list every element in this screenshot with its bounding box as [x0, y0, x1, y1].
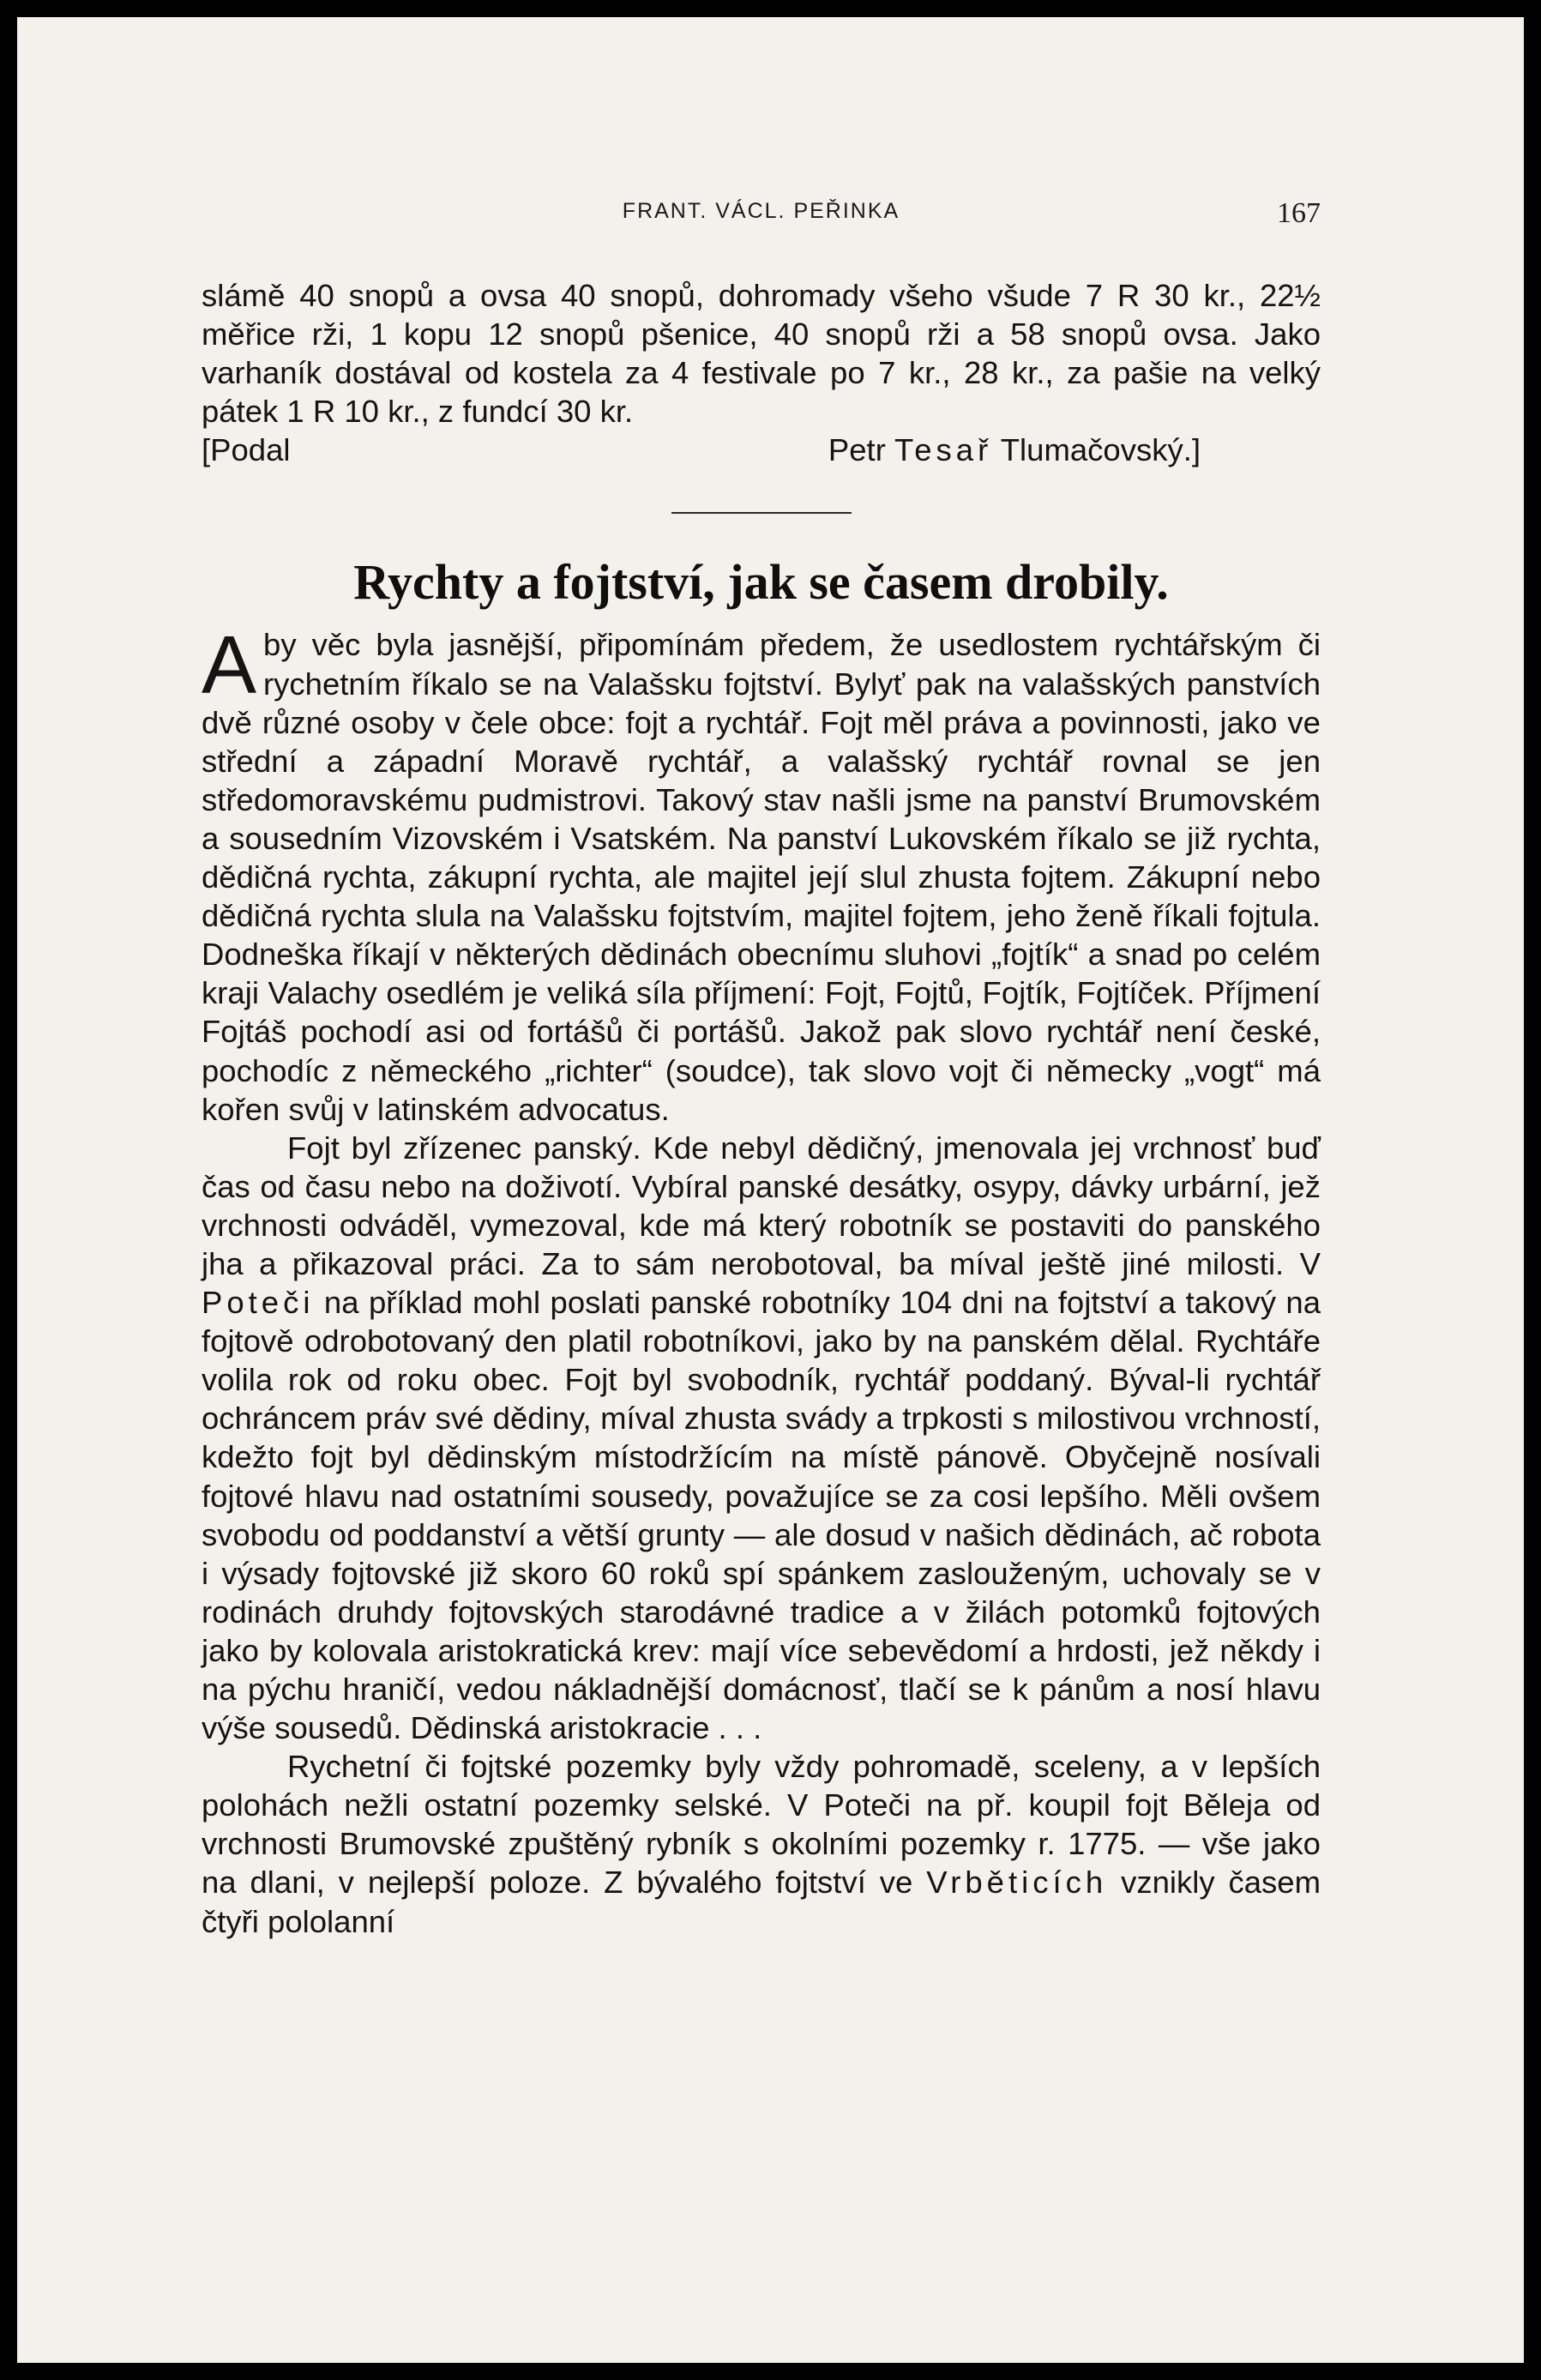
paragraph-3-text-a: Rychetní či fojtské pozemky byly vždy pohromadě, sceleny, a v lepších polohách nežli ostatní pozemky selské. V Poteči na př. koupil fojt Běleja od vrchnosti Brumovské zpuštěný rybník s okolními pozemky r. 1775. — vše jako na dlani, v nejlepší poloze. Z bývalého fojtství ve [202, 1749, 1321, 1901]
signature-right [828, 431, 1321, 469]
contributor-signature [202, 431, 1321, 469]
paragraph-2-text-b: na příklad mohl poslati panské robotníky 104 dni na fojtství a takový na fojtově odrobotovaný den platil robotníkovi, jako by na panském dělal. Rychtáře volila rok od roku obec. Fojt byl svobodník, rychtář poddaný. Býval-li rychtář ochráncem práv své dědiny, míval zhusta svády a trpkosti s milostivou vrchností, kdežto fojt byl dědinským místodržícím na místě pánově. Obyčejně nosívali fojtové hlavu nad ostatními sousedy, považujíce se za cosi lepšího. Měli ovšem svobodu od poddanství a větší grunty — ale dosud v našich dědinách, ač robota i výsady fojtovské již skoro 60 roků spí spánkem zaslouženým, uchovaly se v rodinách druhdy fojtovských starodávné tradice a v žilách potomků fojtových jako by kolovala aristokratická krev: mají více sebevědomí a hrdosti, jež někdy i na pýchu hraničí, vedou nákladnější domácnosť, tlačí se k pánům a nosí hlavu výše sousedů. Dědinská aristokracie . . . [202, 1285, 1321, 1746]
page-number: 167 [1277, 197, 1321, 229]
running-head: FRANT. VÁCL. PEŘINKA [622, 199, 900, 223]
place-name-vrbetice: Vrběticích [926, 1865, 1108, 1901]
paragraph-2-text-a: Fojt byl zřízenec panský. Kde nebyl dědičný, jmenovala jej vrchnosť buď čas od času nebo na doživotí. Vybíral panské desátky, osypy, dávky urbární, jež vrchnosti odváděl, vymezoval, kde má který robotník se postaviti do panského jha a přikazoval práci. Za to sám nerobotoval, ba míval ještě jiné milosti. V [202, 1130, 1321, 1281]
article-paragraph-2 [202, 1129, 1321, 1748]
signature-surname: Tesař [894, 432, 993, 468]
article-title: Rychty a fojtství, jak se časem drobily. [353, 554, 1169, 611]
paragraph-1-text: by věc byla jasnější, připomínám předem, že usedlostem rychtářským či rychetním říkalo se na Valašsku fojtství. Bylyť pak na valašských panstvích dvě různé osoby v čele obce: fojt a rychtář. Fojt měl práva a povinnosti, jako ve střední a západní Moravě rychtář, a valašský rychtář rovnal se jen středomoravskému pudmistrovi. Takový stav našli jsme na panství Brumovském a sousedním Vizovském i Vsatském. Na panství Lukovském říkalo se již rychta, dědičná rychta, zákupní rychta, ale majitel její slul zhusta fojtem. Zákupní nebo dědičná rychta slula na Valašsku fojtstvím, majitel fojtem, jeho ženě říkali fojtula. Dodneška říkají v některých dědinách obecnímu sluhovi „fojtík“ a snad po celém kraji Valachy osedlém je veliká síla příjmení: Fojt, Fojtů, Fojtík, Fojtíček. Příjmení Fojtáš pochodí asi od fortášů či portášů. Jakož pak slovo rychtář není české, pochodíc z německého „richter“ (soudce), tak slovo vojt či německy „vogt“ má kořen svůj v latinském advocatus. [202, 627, 1321, 1127]
signature-first-name: Petr [828, 432, 894, 468]
article-paragraph-3 [202, 1747, 1321, 1940]
section-divider [671, 512, 852, 514]
place-name-poteci: Poteči [202, 1285, 315, 1321]
paragraph-3-text-b: vznikly časem čtyři pololanní [202, 1865, 1321, 1939]
page-body [202, 276, 1321, 1941]
intro-paragraph: slámě 40 snopů a ovsa 40 snopů, dohromady všeho všude 7 R 30 kr., 22½ měřice rži, 1 kopu 12 snopů pšenice, 40 snopů rži a 58 snopů ovsa. Jako varhaník dostával od kostela za 4 festivale po 7 kr., 28 kr., za pašie na velký pátek 1 R 10 kr., z fundcí 30 kr. [202, 278, 1321, 430]
signature-left: [Podal [202, 432, 291, 468]
signature-suffix: Tlumačovský.] [992, 432, 1201, 468]
book-page [17, 17, 1524, 2363]
page-header [202, 199, 1321, 233]
article-paragraph-1 [202, 619, 1321, 1128]
drop-cap: A [202, 619, 257, 712]
